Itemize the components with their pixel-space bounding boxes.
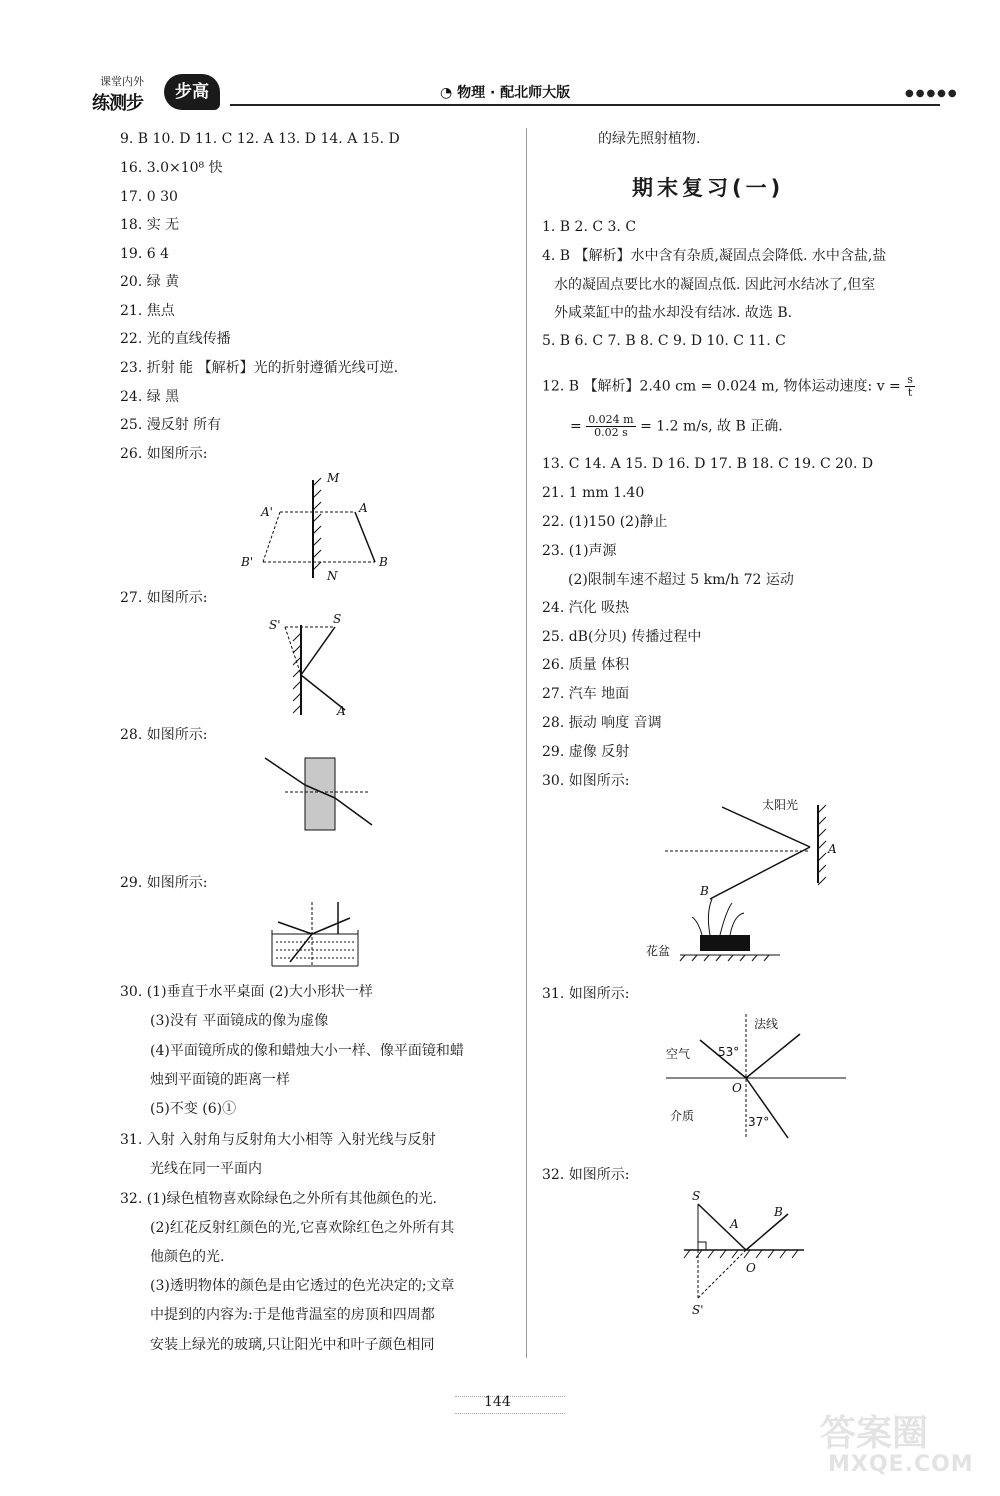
answer-line: 30. 如图所示:: [542, 773, 630, 789]
label-A: A: [828, 842, 837, 856]
fraction-s-over-t: $\frac{s}{t}$: [907, 373, 913, 399]
label-medium: 介质: [670, 1109, 695, 1123]
answer-line: 25. 漫反射 所有: [120, 417, 222, 433]
figure-32: [680, 1188, 810, 1318]
figure-30: [640, 795, 840, 970]
label-S: S: [692, 1189, 701, 1203]
answer-line: 22. (1)150 (2)静止: [542, 514, 668, 530]
label-B: B: [379, 555, 388, 569]
label-angle-53: 53°: [718, 1045, 740, 1059]
clock-icon: ◔: [440, 85, 453, 101]
figure-28: [260, 750, 375, 835]
answer-line: 23. (1)声源: [542, 543, 617, 559]
answer-line: 的绿先照射植物.: [598, 131, 701, 147]
answer-line: 26. 如图所示:: [120, 446, 208, 462]
answer-line: (2)限制车速不超过 5 km/h 72 运动: [568, 572, 794, 588]
label-angle-37: 37°: [748, 1115, 770, 1129]
brand-big-text: 练测步: [92, 93, 143, 114]
answer-line: 13. C 14. A 15. D 16. D 17. B 18. C 19. C 20. D: [542, 456, 874, 472]
label-B: B: [700, 884, 709, 898]
figure-27: [265, 612, 375, 720]
answer-line: (4)平面镜所成的像和蜡烛大小一样、像平面镜和蜡: [150, 1043, 464, 1059]
label-M: M: [327, 471, 340, 485]
answer-line: 5. B 6. C 7. B 8. C 9. D 10. C 11. C: [542, 333, 786, 349]
answer-line: 24. 汽化 吸热: [542, 600, 630, 616]
figure-31: [660, 1010, 850, 1145]
label-sunlight: 太阳光: [762, 798, 799, 812]
answer-line: 30. (1)垂直于水平桌面 (2)大小形状一样: [120, 984, 373, 1000]
answer-line: 27. 汽车 地面: [542, 686, 630, 702]
label-S-prime: S': [269, 618, 281, 632]
answer-line: 水的凝固点要比水的凝固点低. 因此河水结冰了,但室: [554, 277, 876, 293]
page-number: 144: [484, 1394, 511, 1410]
brand-badge: 步高: [164, 74, 220, 110]
label-A: A: [730, 1217, 739, 1231]
watermark-url: MXQE.COM: [828, 1452, 974, 1477]
answer-line: 24. 绿 黑: [120, 389, 180, 405]
answer-line: 29. 虚像 反射: [542, 744, 630, 760]
label-B-prime: B': [241, 555, 254, 569]
section-title: 期末复习(一): [632, 176, 785, 200]
subject-title: ◔ 物理 · 配北师大版: [440, 85, 571, 101]
answer-line: 25. dB(分贝) 传播过程中: [542, 629, 702, 645]
answer-line: 1. B 2. C 3. C: [542, 219, 637, 235]
answer-line: 烛到平面镜的距离一样: [150, 1072, 290, 1088]
header-dots: ●●●●●: [905, 88, 959, 99]
answer-line: 中提到的内容为:于是他背温室的房顶和四周都: [150, 1307, 435, 1323]
answer-line: 26. 质量 体积: [542, 657, 630, 673]
label-normal: 法线: [754, 1017, 779, 1031]
answer-line: 12. B 【解析】2.40 cm = 0.024 m, 物体运动速度: v = $\frac{s}{t}$: [542, 373, 913, 399]
answer-line: 29. 如图所示:: [120, 875, 208, 891]
answer-line: (3)没有 平面镜成的像为虚像: [150, 1013, 329, 1029]
answer-line: 21. 焦点: [120, 303, 175, 319]
answer-line: 17. 0 30: [120, 189, 178, 205]
figure-26: [235, 470, 405, 585]
label-O: O: [732, 1081, 742, 1095]
answer-line: 20. 绿 黄: [120, 274, 180, 290]
answer-line: 安装上绿光的玻璃,只让阳光中和叶子颜色相同: [150, 1337, 435, 1353]
header-rule: [230, 104, 940, 106]
answer-line: 19. 6 4: [120, 246, 169, 262]
answer-line: 22. 光的直线传播: [120, 331, 231, 347]
figure-29: [270, 900, 370, 970]
answer-line: (2)红花反射红颜色的光,它喜欢除红色之外所有其: [150, 1220, 455, 1236]
brand-small-text: 课堂内外: [100, 75, 144, 88]
answer-line: 他颜色的光.: [150, 1249, 225, 1265]
label-N: N: [327, 569, 338, 583]
answer-line: 28. 如图所示:: [120, 727, 208, 743]
label-A-prime: A': [261, 505, 273, 519]
answer-line: 9. B 10. D 11. C 12. A 13. D 14. A 15. D: [120, 131, 400, 147]
answer-line: 21. 1 mm 1.40: [542, 485, 645, 501]
answer-line: 32. 如图所示:: [542, 1167, 630, 1183]
answer-line: 光线在同一平面内: [150, 1161, 262, 1177]
answer-line: 31. 入射 入射角与反射角大小相等 入射光线与反射: [120, 1132, 436, 1148]
label-B: B: [774, 1205, 783, 1219]
label-A: A: [337, 704, 346, 718]
label-A: A: [359, 501, 368, 515]
answer-line: (3)透明物体的颜色是由它透过的色光决定的;文章: [150, 1278, 455, 1294]
label-S: S: [333, 612, 342, 626]
answer-line: 23. 折射 能 【解析】光的折射遵循光线可逆.: [120, 360, 399, 376]
label-flowerpot: 花盆: [646, 944, 671, 958]
answer-line: 外咸菜缸中的盐水却没有结冰. 故选 B.: [554, 305, 793, 321]
answer-line: 16. 3.0×10⁸ 快: [120, 160, 223, 176]
answer-line: = $\frac{0.024 m}{0.02 s}$ = 1.2 m/s, 故 B 正确.: [570, 413, 783, 439]
answer-line: 4. B 【解析】水中含有杂质,凝固点会降低. 水中含盐,盐: [542, 248, 887, 264]
answer-line: 32. (1)绿色植物喜欢除绿色之外所有其他颜色的光.: [120, 1191, 437, 1207]
answer-line: 27. 如图所示:: [120, 590, 208, 606]
answer-line: 28. 振动 响度 音调: [542, 715, 662, 731]
watermark-logo: 答案圈: [820, 1413, 929, 1454]
label-S-prime: S': [692, 1303, 704, 1317]
label-O: O: [746, 1261, 756, 1275]
column-divider: [526, 128, 527, 1358]
fraction-distance-over-time: $\frac{0.024 m}{0.02 s}$: [588, 413, 634, 439]
label-air: 空气: [666, 1047, 691, 1061]
answer-line: (5)不变 (6)①: [150, 1101, 237, 1117]
answer-line: 31. 如图所示:: [542, 986, 630, 1002]
answer-line: 18. 实 无: [120, 217, 180, 233]
